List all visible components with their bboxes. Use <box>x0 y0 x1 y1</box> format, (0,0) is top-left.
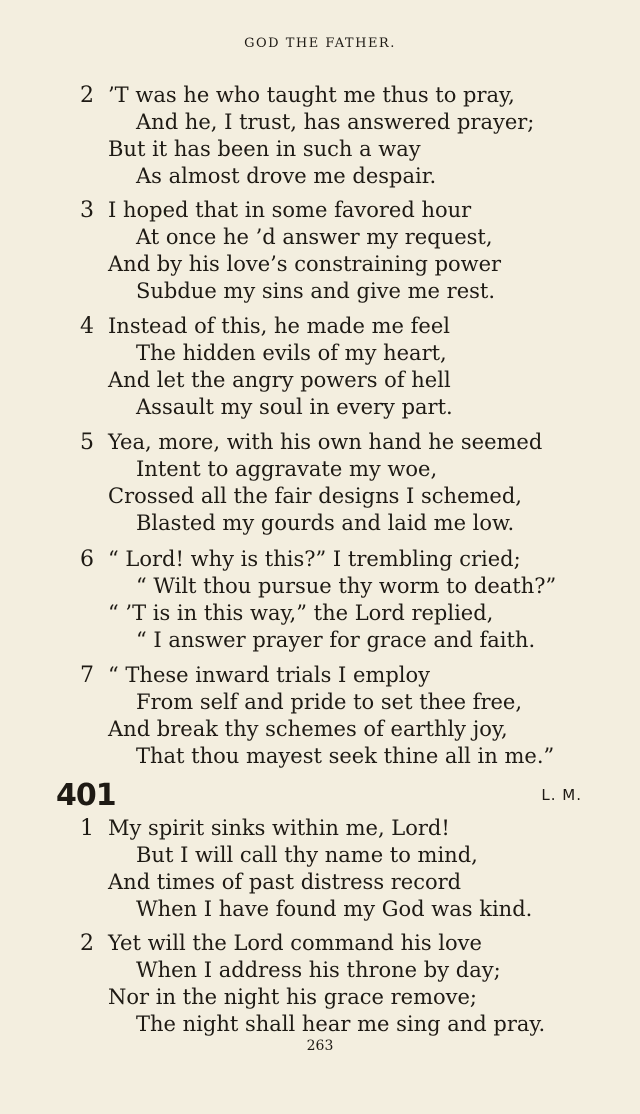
verse-line: Subdue my sins and give me rest. <box>136 279 496 303</box>
verse-line: Crossed all the fair designs I schemed, <box>108 484 522 508</box>
stanza-number: 2 <box>80 83 94 108</box>
verse-line: I hoped that in some favored hour <box>108 198 472 222</box>
verse-line: My spirit sinks within me, Lord! <box>108 816 450 840</box>
verse-line: Instead of this, he made me feel <box>108 314 450 338</box>
stanza-number: 1 <box>80 816 94 841</box>
verse-line: That thou mayest seek thine all in me.” <box>136 744 555 768</box>
stanza-number: 5 <box>80 430 94 455</box>
verse-line: From self and pride to set thee free, <box>136 690 523 714</box>
verse-line: And times of past distress record <box>108 870 462 894</box>
stanza-number: 2 <box>80 931 94 956</box>
stanza-number: 3 <box>80 198 94 223</box>
verse-line: Blasted my gourds and laid me low. <box>136 511 515 535</box>
verse-line: And by his love’s constraining power <box>108 252 502 276</box>
verse-line: But I will call thy name to mind, <box>136 843 478 867</box>
verse-line: As almost drove me despair. <box>136 164 437 188</box>
verse-line: Intent to aggravate my woe, <box>136 457 438 481</box>
verse-line: When I have found my God was kind. <box>136 897 533 921</box>
verse-line: When I address his throne by day; <box>136 958 501 982</box>
verse-line: But it has been in such a way <box>108 137 421 161</box>
verse-line: “ Wilt thou pursue thy worm to death?” <box>136 574 557 598</box>
verse-line: “ I answer prayer for grace and faith. <box>136 628 536 652</box>
running-header: GOD THE FATHER. <box>244 36 396 51</box>
verse-line: The hidden evils of my heart, <box>136 341 447 365</box>
verse-line: The night shall hear me sing and pray. <box>136 1012 546 1036</box>
verse-line: At once he ’d answer my request, <box>136 225 493 249</box>
verse-line: Yet will the Lord command his love <box>108 931 482 955</box>
verse-line: “ ’T is in this way,” the Lord replied, <box>108 601 494 625</box>
verse-line: And let the angry powers of hell <box>108 368 451 392</box>
page-number: 263 <box>306 1038 334 1054</box>
verse-line: Assault my soul in every part. <box>136 395 453 419</box>
stanza-number: 7 <box>80 663 94 688</box>
verse-line: ’T was he who taught me thus to pray, <box>108 83 515 107</box>
hymn-number: 401 <box>56 778 116 813</box>
verse-line: “ These inward trials I employ <box>108 663 431 687</box>
verse-line: Yea, more, with his own hand he seemed <box>108 430 543 454</box>
stanza-number: 6 <box>80 547 94 572</box>
stanza-number: 4 <box>80 314 94 339</box>
verse-line: “ Lord! why is this?” I trembling cried; <box>108 547 521 571</box>
verse-line: And he, I trust, has answered prayer; <box>136 110 535 134</box>
verse-line: Nor in the night his grace remove; <box>108 985 477 1009</box>
hymn-meter: L. M. <box>541 786 582 804</box>
verse-line: And break thy schemes of earthly joy, <box>108 717 508 741</box>
